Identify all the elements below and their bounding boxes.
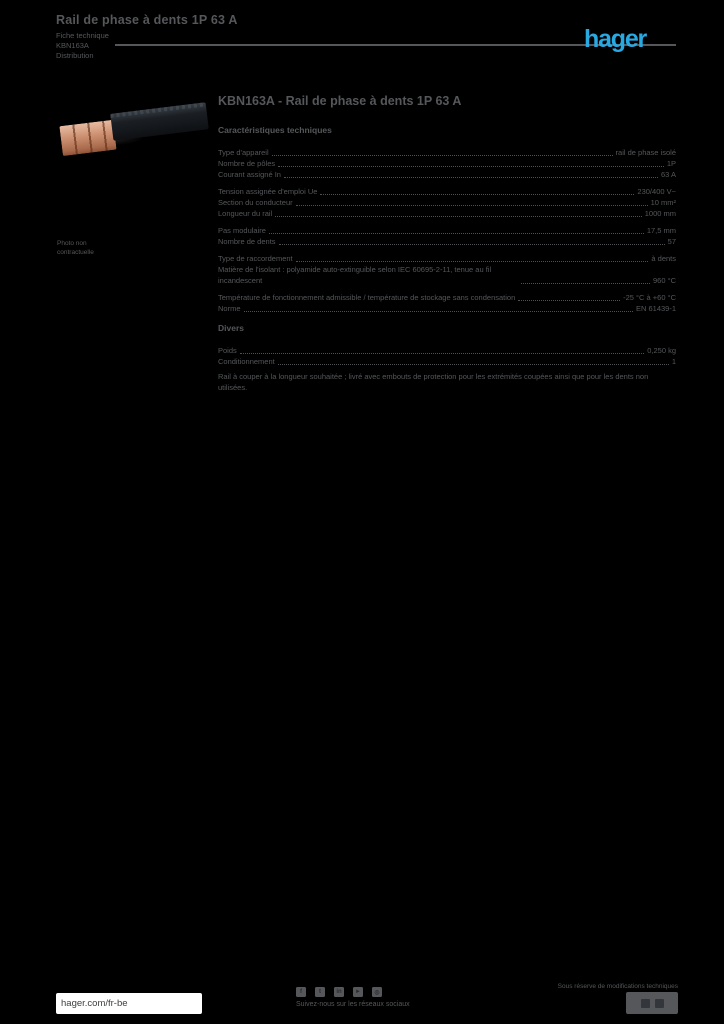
busbar-sleeve-ridge [110, 102, 206, 118]
spec-label: Nombre de pôles [218, 159, 276, 168]
spec-value: 57 [667, 237, 676, 246]
linkedin-icon[interactable]: in [334, 987, 344, 997]
spec-value: 230/400 V~ [637, 187, 676, 196]
spec-row [218, 225, 676, 236]
dotted-leader [275, 208, 642, 217]
busbar-insulation-sleeve [110, 102, 209, 140]
spec-label: Tension assignée d'emploi Ue [218, 187, 318, 196]
dotted-leader [278, 356, 669, 365]
stamp-mark [641, 999, 650, 1008]
spec-label: Conditionnement [218, 357, 275, 366]
section-heading-characteristics: Caractéristiques techniques [218, 125, 332, 135]
product-title: KBN163A - Rail de phase à dents 1P 63 A [218, 94, 462, 108]
spec-label: Type d'appareil [218, 148, 269, 157]
spec-label: Nombre de dents [218, 237, 276, 246]
header-meta-line-2: KBN163A [56, 41, 89, 50]
dotted-leader [279, 236, 665, 245]
spec-table-misc [218, 345, 676, 367]
spec-value: 960 °C [652, 276, 676, 285]
spec-value: à dents [651, 254, 676, 263]
spec-value: -25 °C à +60 °C [623, 293, 676, 302]
dotted-leader [320, 186, 634, 195]
footer-disclaimer: Sous réserve de modifications techniques [557, 983, 678, 990]
spec-row [218, 186, 676, 197]
spec-row [218, 169, 676, 180]
spec-label: Section du conducteur [218, 198, 293, 207]
footer-stamp [626, 992, 678, 1014]
stamp-mark [655, 999, 664, 1008]
product-image [58, 92, 210, 156]
header-title: Rail de phase à dents 1P 63 A [56, 13, 238, 27]
footer-url-text: hager.com/fr-be [61, 998, 128, 1009]
spec-row [218, 147, 676, 158]
spec-row [218, 236, 676, 247]
dotted-leader [296, 197, 648, 206]
dotted-leader [278, 158, 664, 167]
spec-row [218, 356, 676, 367]
busbar-copper-teeth [59, 120, 116, 156]
dotted-leader [518, 292, 620, 301]
spec-value: 1 [671, 357, 676, 366]
spec-value: 0,250 kg [647, 346, 676, 355]
spec-label: Courant assigné In [218, 170, 281, 179]
spec-value: 10 mm² [650, 198, 676, 207]
hager-logo: hager [584, 25, 647, 53]
dotted-leader [521, 275, 650, 284]
instagram-icon[interactable]: ◎ [372, 987, 382, 997]
dotted-leader [272, 147, 613, 156]
social-icon-row [296, 987, 382, 997]
spec-label: Matière de l'isolant : polyamide auto-extinguible selon IEC 60695-2-11, tenue au fil incandescent [218, 265, 492, 285]
spec-label: Longueur du rail [218, 209, 273, 218]
dotted-leader [269, 225, 644, 234]
spec-label: Norme [218, 304, 241, 313]
busbar-graphic [58, 95, 210, 157]
header-meta-line-3: Distribution [56, 51, 94, 60]
main-column [218, 94, 676, 393]
spec-row [218, 303, 676, 314]
footer-url-link[interactable] [56, 993, 202, 1014]
spec-row [218, 158, 676, 169]
youtube-icon[interactable]: ► [353, 987, 363, 997]
spec-value: 63 A [660, 170, 676, 179]
dotted-leader [240, 345, 644, 354]
header-meta [56, 31, 118, 61]
margin-note: Photo non contractuelle [57, 240, 94, 256]
social-caption: Suivez-nous sur les réseaux sociaux [296, 1001, 410, 1008]
spec-row [218, 345, 676, 356]
spec-row [218, 292, 676, 303]
header-meta-line-1: Fiche technique [56, 31, 109, 40]
spec-label: Type de raccordement [218, 254, 293, 263]
spec-value: EN 61439-1 [635, 304, 676, 313]
spec-value: 17,5 mm [646, 226, 676, 235]
spec-label: Poids [218, 346, 237, 355]
spec-value: 1P [666, 159, 676, 168]
spec-value: 1000 mm [644, 209, 676, 218]
spec-label: Pas modulaire [218, 226, 266, 235]
spec-label: Température de fonctionnement admissible / température de stockage sans condensation [218, 293, 516, 302]
spec-row [218, 264, 676, 286]
spec-table [218, 147, 676, 314]
dotted-leader [284, 169, 658, 178]
spec-row [218, 197, 676, 208]
dotted-leader [296, 253, 649, 262]
spec-row [218, 208, 676, 219]
twitter-icon[interactable]: t [315, 987, 325, 997]
spec-row [218, 253, 676, 264]
dotted-leader [244, 303, 633, 312]
facebook-icon[interactable]: f [296, 987, 306, 997]
section-heading-misc: Divers [218, 323, 244, 333]
spec-note: Rail à couper à la longueur souhaitée ; livré avec embouts de protection pour les extrémités coupées ainsi que pour les dents non utilisées. [218, 372, 649, 392]
spec-value: rail de phase isolé [615, 148, 676, 157]
